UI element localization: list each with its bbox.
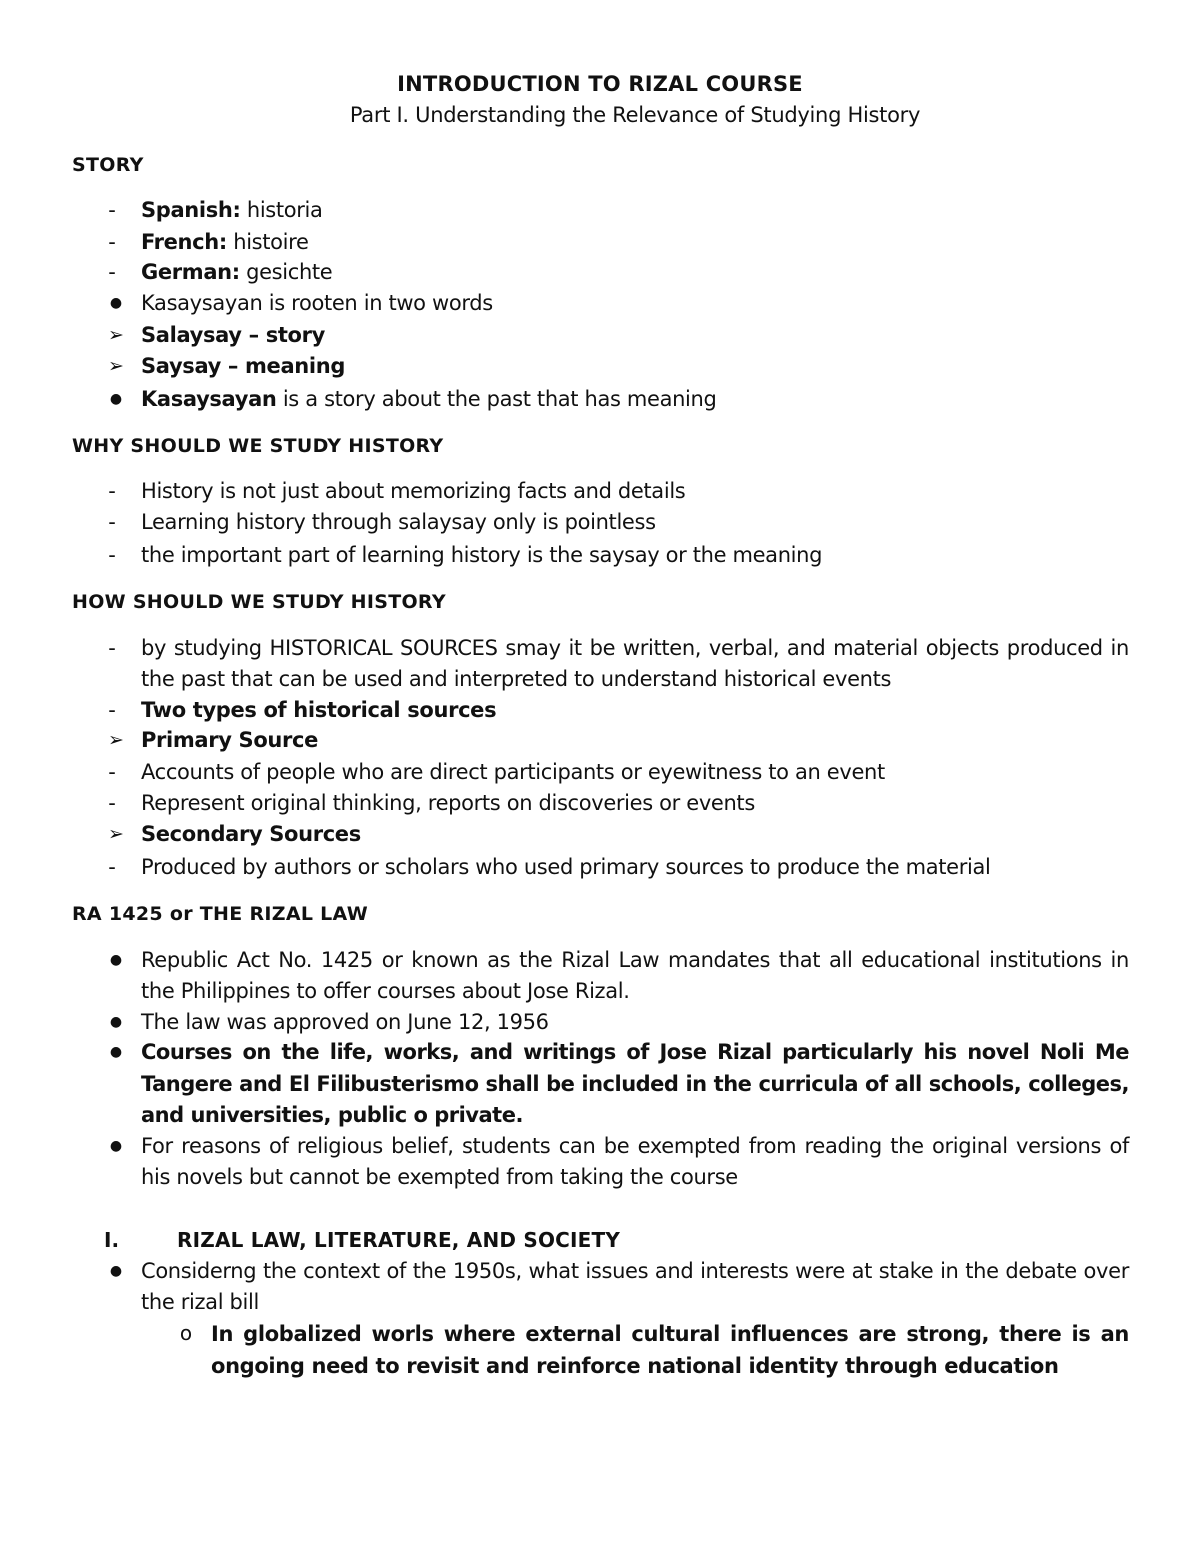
bullet-icon: ●	[109, 391, 123, 407]
list-item-text: German: gesichte	[141, 260, 333, 284]
list-item-text: Kasaysayan is rooten in two words	[141, 291, 493, 315]
bullet-icon: ●	[109, 952, 123, 968]
ra-heading: RA 1425 or THE RIZAL LAW	[72, 903, 368, 925]
list-item-text: Secondary Sources	[141, 822, 361, 846]
circle-bullet-icon: o	[179, 1321, 193, 1345]
document-subtitle: Part I. Understanding the Relevance of Studying History	[349, 103, 921, 127]
dash-marker: -	[108, 260, 116, 284]
dash-marker: -	[108, 543, 116, 567]
how-heading: HOW SHOULD WE STUDY HISTORY	[72, 591, 446, 613]
arrow-bullet-icon: ➢	[108, 355, 124, 377]
list-item-text: by studying HISTORICAL SOURCES smay it be written, verbal, and material objects produced in the past that can be used and interpreted to understand historical events	[141, 636, 1129, 691]
list-item-text: For reasons of religious belief, students can be exempted from reading the original versions of his novels but cannot be exempted from taking the course	[141, 1134, 1129, 1189]
dash-marker: -	[108, 791, 116, 815]
list-item-text: In globalized worls where external cultural influences are strong, there is an ongoing need to revisit and reinforce national identity through education	[211, 1322, 1129, 1378]
dash-marker: -	[108, 510, 116, 534]
arrow-bullet-icon: ➢	[108, 324, 124, 346]
story-heading: STORY	[72, 154, 144, 176]
bullet-icon: ●	[109, 1044, 123, 1060]
arrow-bullet-icon: ➢	[108, 729, 124, 751]
dash-marker: -	[108, 760, 116, 784]
dash-marker: -	[108, 636, 116, 660]
list-item-text: Saysay – meaning	[141, 354, 346, 378]
list-item-text: Salaysay – story	[141, 323, 325, 347]
dash-marker: -	[108, 230, 116, 254]
list-item-text: Represent original thinking, reports on discoveries or events	[141, 791, 755, 815]
list-item-text: Spanish: historia	[141, 198, 323, 222]
bullet-icon: ●	[109, 295, 123, 311]
list-item-text: Learning history through salaysay only is pointless	[141, 510, 656, 534]
list-item-text: Produced by authors or scholars who used primary sources to produce the material	[141, 855, 991, 879]
dash-marker: -	[108, 479, 116, 503]
list-item-text: Considerng the context of the 1950s, what issues and interests were at stake in the debate over the rizal bill	[141, 1259, 1129, 1314]
list-item-text: Two types of historical sources	[141, 698, 497, 722]
dash-marker: -	[108, 855, 116, 879]
list-item-text: Courses on the life, works, and writings of Jose Rizal particularly his novel Noli Me Tangere and El Filibusterismo shall be included in the curricula of all schools, colleges, and universities, public o private.	[141, 1040, 1129, 1127]
why-heading: WHY SHOULD WE STUDY HISTORY	[72, 435, 444, 457]
arrow-bullet-icon: ➢	[108, 823, 124, 845]
list-item-text: History is not just about memorizing facts and details	[141, 479, 686, 503]
list-item-text: The law was approved on June 12, 1956	[141, 1010, 549, 1034]
section-number: I.	[104, 1228, 120, 1252]
document-title: INTRODUCTION TO RIZAL COURSE	[397, 72, 803, 96]
list-item-text: Primary Source	[141, 728, 319, 752]
list-item-text: Accounts of people who are direct participants or eyewitness to an event	[141, 760, 885, 784]
dash-marker: -	[108, 198, 116, 222]
list-item-text: the important part of learning history is the saysay or the meaning	[141, 543, 823, 567]
list-item-text: French: histoire	[141, 230, 309, 254]
dash-marker: -	[108, 698, 116, 722]
section-title: RIZAL LAW, LITERATURE, AND SOCIETY	[177, 1228, 621, 1252]
bullet-icon: ●	[109, 1014, 123, 1030]
bullet-icon: ●	[109, 1263, 123, 1279]
list-item-text: Republic Act No. 1425 or known as the Rizal Law mandates that all educational institutions in the Philippines to offer courses about Jose Rizal.	[141, 948, 1129, 1003]
bullet-icon: ●	[109, 1138, 123, 1154]
list-item-text: Kasaysayan is a story about the past that has meaning	[141, 387, 717, 411]
